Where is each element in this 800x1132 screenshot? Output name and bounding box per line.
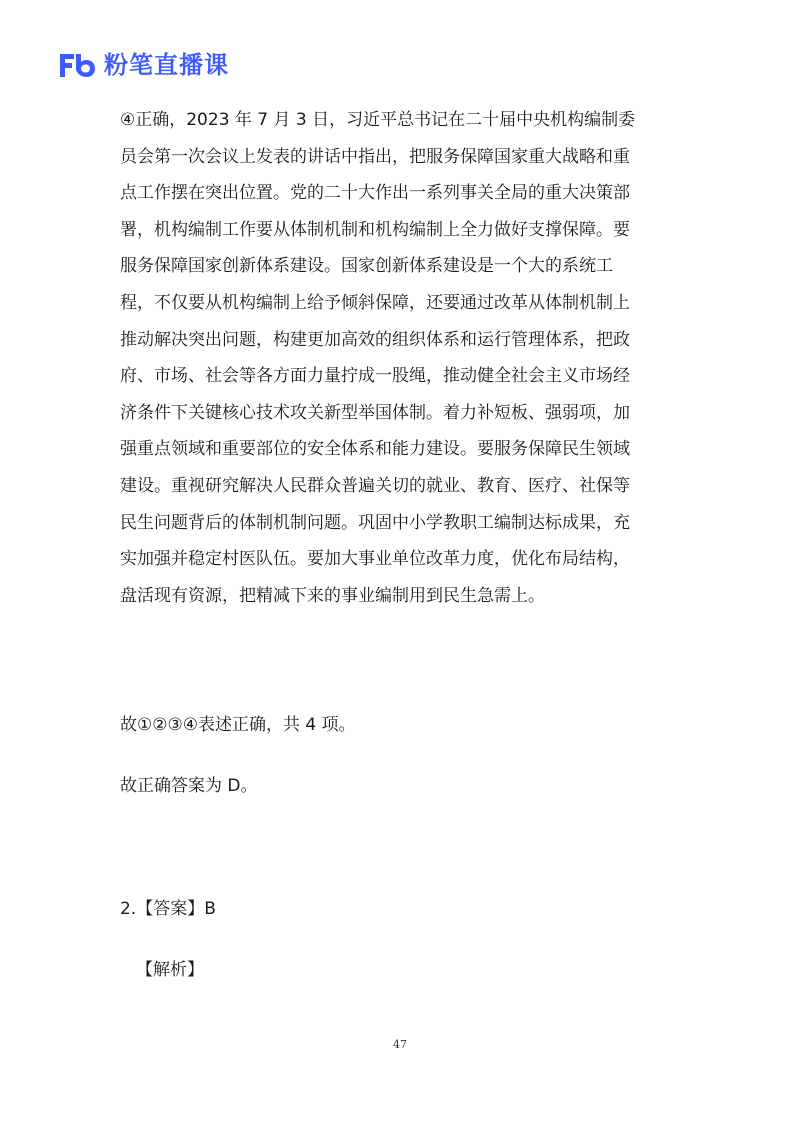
paragraph-line: 济条件下关键核心技术攻关新型举国体制。着力补短板、强弱项，加 xyxy=(120,402,630,423)
paragraph-line: 建设。重视研究解决人民群众普遍关切的就业、教育、医疗、社保等 xyxy=(120,475,630,496)
paragraph-line: 署，机构编制工作要从体制机制和机构编制上全力做好支撑保障。要 xyxy=(120,219,630,240)
brand-name: 粉笔直播课 xyxy=(104,51,229,79)
page-number: 47 xyxy=(393,1038,407,1051)
paragraph-line: 程，不仅要从机构编制上给予倾斜保障，还要通过改革从体制机制上 xyxy=(120,292,630,313)
paragraph-line: 推动解决突出问题，构建更加高效的组织体系和运行管理体系，把政 xyxy=(120,329,630,350)
paragraph-line: ④正确，2023 年 7 月 3 日，习近平总书记在二十届中央机构编制委 xyxy=(120,110,636,130)
paragraph-line: 盘活现有资源，把精减下来的事业编制用到民生急需上。 xyxy=(120,585,545,606)
paragraph-line: 民生问题背后的体制机制问题。巩固中小学教职工编制达标成果，充 xyxy=(120,512,630,533)
q2-answer: 2.【答案】B xyxy=(120,899,216,919)
paragraph-line: 点工作摆在突出位置。党的二十大作出一系列事关全局的重大决策部 xyxy=(120,183,630,204)
paragraph-line: 员会第一次会议上发表的讲话中指出，把服务保障国家重大战略和重 xyxy=(120,146,630,167)
analysis-paragraph xyxy=(120,102,680,614)
paragraph-line: 强重点领域和重要部位的安全体系和能力建设。要服务保障民生领域 xyxy=(120,439,630,460)
brand-logo xyxy=(58,50,229,80)
fb-logo-icon xyxy=(58,50,98,80)
paragraph-line: 实加强并稳定村医队伍。要加大事业单位改革力度，优化布局结构， xyxy=(120,549,630,570)
paragraph-line: 服务保障国家创新体系建设。国家创新体系建设是一个大的系统工 xyxy=(120,256,613,277)
q2-analysis-heading: 【解析】 xyxy=(136,960,204,980)
summary-line: 故①②③④表述正确，共 4 项。 xyxy=(120,715,356,735)
paragraph-line: 府、市场、社会等各方面力量拧成一股绳，推动健全社会主义市场经 xyxy=(120,366,630,387)
conclusion-line: 故正确答案为 D。 xyxy=(120,776,258,796)
